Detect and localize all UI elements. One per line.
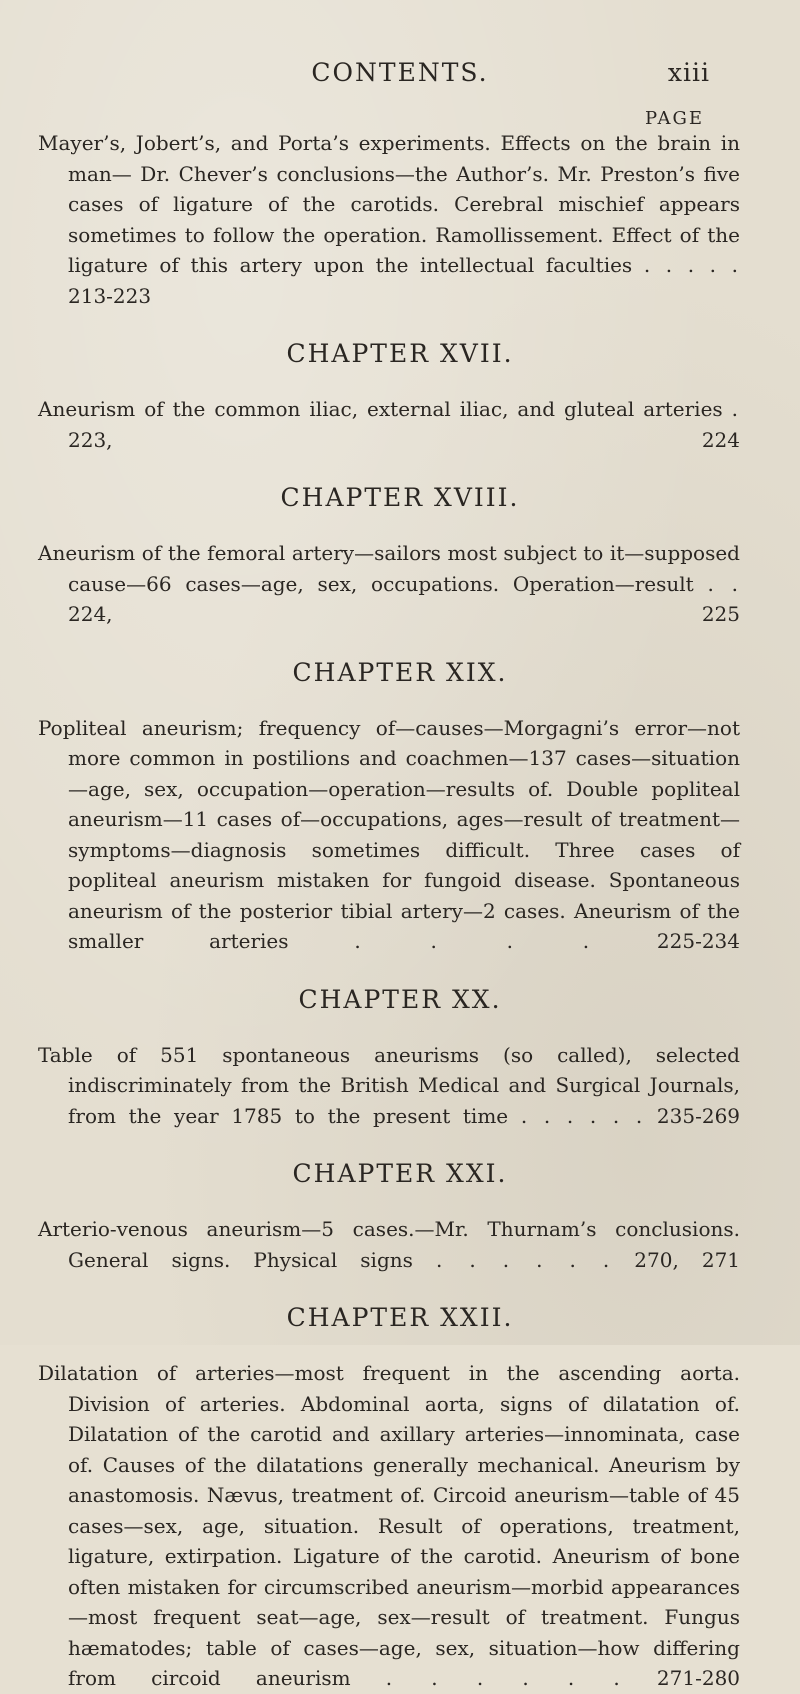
dot-leader: . . [707, 571, 741, 596]
page-range: 271-280 [656, 1666, 741, 1690]
dot-leader: . . . . . . [435, 1247, 612, 1272]
entry-paragraph [0, 538, 740, 630]
running-head [0, 58, 800, 88]
dot-leader: . . . . . . [385, 1666, 622, 1690]
page-range: 235-269 [656, 1103, 741, 1128]
dot-leader: . [731, 397, 741, 421]
chapter-heading: CHAPTER XX. [298, 984, 502, 1014]
page-column-label: PAGE [645, 108, 704, 129]
page-range: 224, 225 [68, 602, 740, 626]
contents-entry [0, 394, 740, 455]
page-range: 223, 224 [68, 427, 740, 452]
entry-text: Popliteal aneurism; frequency of—causes—Morgagni’s error—not more common in postilions and coachmen—137 cases—situation—age, sex, occupation—operation—results of. Double popliteal aneurism—11 cases of—occupations, ages—result of treatment—symptoms—diagnosis sometimes difficult. Three cases of popliteal aneurism mistaken for fungoid disease. Spontaneous aneurism of the posterior tibial artery—2 cases. Aneurism of the smaller arteries [38, 715, 740, 953]
contents-entry [0, 128, 740, 311]
contents-entry [0, 713, 740, 957]
page-range: 213-223 [68, 283, 152, 308]
dot-leader: . . . . [354, 929, 592, 953]
entry-text: Aneurism of the common iliac, external iliac, and gluteal arteries [38, 397, 723, 421]
entry-paragraph [0, 1214, 740, 1275]
entry-paragraph [0, 1040, 740, 1132]
running-title: CONTENTS. [311, 58, 489, 87]
page-range: 225-234 [656, 929, 740, 953]
chapter-heading: CHAPTER XXI. [292, 1159, 508, 1188]
contents-entry [0, 1214, 740, 1275]
entry-paragraph [0, 128, 740, 311]
page-number: xiii [667, 58, 710, 87]
entry-text: Mayer’s, Jobert’s, and Porta’s experiments. Effects on the brain in man— Dr. Chever’s conclusions—the Author’s. Mr. Preston’s five cases of ligature of the carotids. Cerebral mischief appears sometimes to follow the operation. Ramollissement. Effect of the ligature of this artery upon the intellectual faculties [38, 131, 740, 277]
entry-paragraph [0, 1358, 740, 1694]
dot-leader: . . . . . . [520, 1103, 645, 1128]
chapter-heading: CHAPTER XVII. [286, 339, 514, 368]
chapter-heading: CHAPTER XXII. [286, 1303, 514, 1332]
dot-leader: . . . . . [643, 253, 741, 277]
chapter-heading: CHAPTER XIX. [292, 657, 508, 687]
entry-paragraph [0, 394, 740, 455]
contents-entry [0, 1358, 740, 1694]
contents-list [0, 128, 800, 1694]
entry-text: Table of 551 spontaneous aneurisms (so called), selected indiscriminately from the British Medical and Surgical Journals, from the year 1785 to the present time [38, 1042, 740, 1128]
contents-entry [0, 538, 740, 630]
contents-entry [0, 1040, 740, 1132]
entry-text: Aneurism of the femoral artery—sailors most subject to it—supposed cause—66 cases—age, sex, occupations. Operation—result [38, 541, 740, 596]
entry-text: Dilatation of arteries—most frequent in the ascending aorta. Division of arteries. Abdominal aorta, signs of dilatation of. Dilatation of the carotid and axillary arteries—innominata, case of. Causes of the dilatations generally mechanical. Aneurism by anastomosis. Nævus, treatment of. Circoid aneurism—table of 45 cases—sex, age, situation. Result of operations, treatment, ligature, extirpation. Ligature of the carotid. Aneurism of bone often mistaken for circumscribed aneurism—morbid appearances—most frequent seat—age, sex—result of treatment. Fungus hæmatodes; table of cases—age, sex, situation—how differing from circoid aneurism [38, 1361, 740, 1690]
entry-paragraph [0, 713, 740, 957]
chapter-heading: CHAPTER XVIII. [280, 483, 520, 512]
page-range: 270, 271 [634, 1247, 741, 1272]
entry-text: Arterio-venous aneurism—5 cases.—Mr. Thurnam’s conclusions. General signs. Physical signs [38, 1217, 740, 1272]
